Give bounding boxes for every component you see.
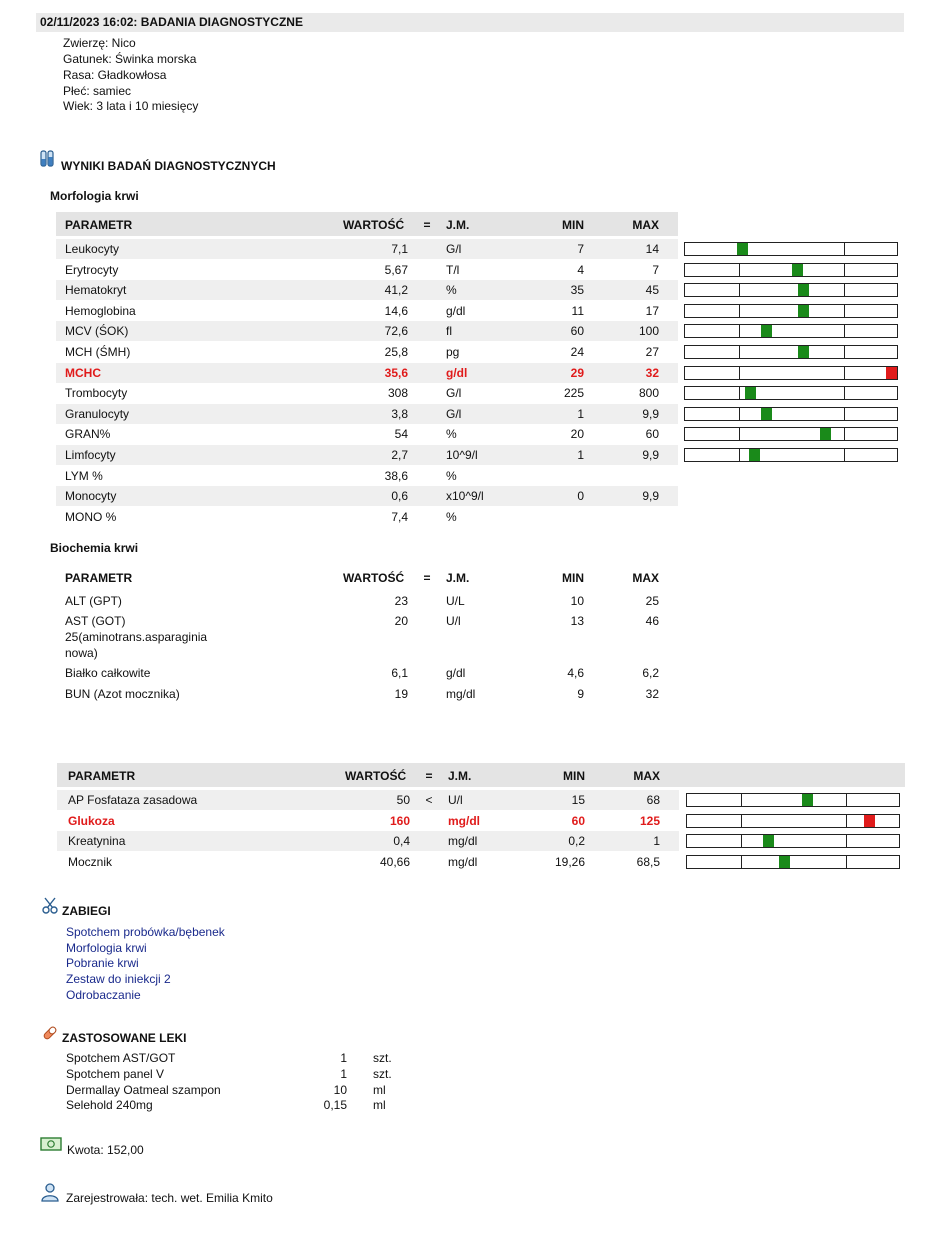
col-param: PARAMETR	[65, 218, 133, 232]
param-value: 0,4	[393, 834, 410, 849]
procedure-item: Spotchem probówka/bębenek	[66, 925, 225, 939]
param-value: 308	[387, 386, 408, 401]
param-max: 9,9	[642, 489, 659, 504]
gauge-divider	[739, 367, 740, 379]
table-row	[57, 790, 679, 810]
gauge-divider	[844, 243, 845, 255]
gauge-marker	[798, 305, 809, 317]
procedure-item: Odrobaczanie	[66, 988, 141, 1002]
table-header	[57, 763, 905, 787]
procedure-item: Pobranie krwi	[66, 956, 139, 970]
range-gauge	[686, 855, 900, 869]
param-value: 160	[389, 813, 410, 828]
param-min: 20	[570, 427, 584, 442]
param-unit: U/l	[448, 793, 463, 807]
drug-name: Dermallay Oatmeal szampon	[66, 1083, 221, 1097]
col-min: MIN	[562, 571, 584, 585]
param-unit: G/l	[446, 406, 462, 421]
col-flag: =	[423, 571, 431, 585]
param-max: 125	[639, 813, 660, 828]
col-flag: =	[425, 769, 433, 783]
param-name: MONO %	[65, 509, 117, 524]
table-row	[56, 507, 678, 527]
scissors-icon	[42, 897, 60, 918]
gauge-divider	[844, 284, 845, 296]
param-value: 0,6	[391, 489, 408, 504]
param-value: 6,1	[391, 666, 408, 680]
drug-unit: szt.	[373, 1051, 392, 1065]
table-header	[56, 212, 678, 236]
param-min: 0,2	[568, 834, 585, 849]
drug-qty: 1	[340, 1067, 347, 1081]
range-gauge	[684, 448, 898, 462]
col-param: PARAMETR	[65, 571, 133, 585]
table-row	[57, 831, 679, 851]
param-min: 225	[563, 386, 584, 401]
amount-text: Kwota: 152,00	[67, 1143, 144, 1157]
col-min: MIN	[563, 769, 585, 783]
param-max: 1	[653, 834, 660, 849]
param-unit: T/l	[446, 262, 460, 277]
param-max: 68	[646, 793, 660, 807]
param-unit: %	[446, 468, 457, 483]
param-min: 15	[571, 793, 585, 807]
param-unit: 10^9/l	[446, 448, 478, 462]
param-name: LYM %	[65, 468, 103, 483]
animal-breed: Rasa: Gładkowłosa	[63, 68, 167, 82]
gauge-marker-abnormal	[886, 367, 897, 379]
param-name: Białko całkowite	[65, 666, 151, 680]
param-name: Granulocyty	[65, 406, 130, 421]
param-min: 35	[570, 283, 584, 298]
param-min: 13	[570, 614, 584, 628]
biochemistry-title: Biochemia krwi	[50, 541, 139, 555]
param-value: 19	[394, 687, 408, 701]
range-gauge	[684, 366, 898, 380]
param-name: Mocznik	[68, 854, 113, 869]
gauge-divider	[844, 367, 845, 379]
gauge-divider	[844, 305, 845, 317]
table-row	[56, 663, 678, 683]
page-title: 02/11/2023 16:02: BADANIA DIAGNOSTYCZNE	[40, 15, 303, 29]
gauge-divider	[844, 264, 845, 276]
table-row	[56, 260, 678, 280]
gauge-divider	[844, 449, 845, 461]
gauge-divider	[739, 346, 740, 358]
procedures-title: ZABIEGI	[62, 904, 111, 918]
gauge-divider	[741, 794, 742, 806]
param-max: 7	[652, 262, 659, 277]
param-max: 32	[645, 687, 659, 701]
param-unit: mg/dl	[446, 687, 476, 701]
param-value: 20	[394, 614, 408, 628]
param-min: 19,26	[554, 854, 585, 869]
money-icon	[40, 1136, 62, 1155]
param-name: Kreatynina	[68, 834, 126, 849]
procedure-item: Morfologia krwi	[66, 941, 147, 955]
param-value: 5,67	[384, 262, 408, 277]
drugs-title: ZASTOSOWANE LEKI	[62, 1031, 187, 1045]
range-gauge	[684, 324, 898, 338]
param-value: 40,66	[379, 854, 410, 869]
param-flag: <	[425, 793, 433, 807]
range-gauge	[686, 814, 900, 828]
param-name: AP Fosfataza zasadowa	[68, 793, 198, 807]
param-min: 29	[570, 365, 584, 380]
param-value: 7,1	[391, 242, 408, 256]
table-row	[56, 466, 678, 486]
results-section-title: WYNIKI BADAŃ DIAGNOSTYCZNYCH	[61, 159, 276, 173]
gauge-divider	[741, 856, 742, 868]
param-min: 1	[577, 406, 584, 421]
col-max: MAX	[633, 769, 660, 783]
col-flag: =	[423, 218, 431, 232]
table-row	[56, 684, 678, 704]
param-value: 54	[394, 427, 408, 442]
gauge-divider	[739, 449, 740, 461]
param-unit: G/l	[446, 386, 462, 401]
gauge-marker	[798, 346, 809, 358]
gauge-divider	[844, 346, 845, 358]
table-row	[56, 239, 678, 259]
param-name: Erytrocyty	[65, 262, 119, 277]
table-row	[57, 811, 679, 831]
param-unit: mg/dl	[448, 834, 478, 849]
table-header	[56, 565, 678, 589]
animal-age: Wiek: 3 lata i 10 miesięcy	[63, 99, 199, 113]
param-unit: mg/dl	[448, 813, 480, 828]
param-unit: g/dl	[446, 666, 466, 680]
gauge-divider	[846, 835, 847, 847]
param-value: 14,6	[384, 303, 408, 318]
param-name: GRAN%	[65, 427, 111, 442]
range-gauge	[684, 427, 898, 441]
param-name: MCV (ŚOK)	[65, 324, 129, 339]
param-max: 100	[638, 324, 659, 339]
param-unit: pg	[446, 345, 460, 359]
param-max: 60	[645, 427, 659, 442]
param-min: 60	[571, 813, 585, 828]
gauge-divider	[844, 408, 845, 420]
col-unit: J.M.	[446, 571, 470, 585]
param-unit: g/dl	[446, 365, 468, 380]
param-min: 4	[577, 262, 584, 277]
col-value: WARTOŚĆ	[345, 769, 407, 783]
param-max: 14	[645, 242, 659, 256]
param-name-line3: nowa)	[65, 646, 98, 660]
gauge-marker	[798, 284, 809, 296]
col-value: WARTOŚĆ	[343, 571, 405, 585]
col-value: WARTOŚĆ	[343, 218, 405, 232]
gauge-marker	[763, 835, 774, 847]
user-icon	[40, 1182, 60, 1205]
gauge-marker	[761, 325, 772, 337]
gauge-divider	[739, 264, 740, 276]
range-gauge	[684, 263, 898, 277]
range-gauge	[684, 304, 898, 318]
table-row	[56, 611, 678, 661]
animal-sex: Płeć: samiec	[63, 84, 132, 98]
col-max: MAX	[632, 218, 659, 232]
drug-qty: 1	[340, 1051, 347, 1065]
param-name: MCHC	[65, 365, 101, 380]
drug-unit: ml	[373, 1083, 386, 1097]
param-min: 60	[570, 324, 584, 339]
param-value: 7,4	[391, 509, 408, 524]
range-gauge	[684, 242, 898, 256]
range-gauge	[684, 345, 898, 359]
gauge-divider	[741, 835, 742, 847]
param-max: 46	[645, 614, 659, 628]
param-name: Limfocyty	[65, 448, 116, 462]
table-row	[56, 445, 678, 465]
param-min: 24	[570, 345, 584, 359]
param-value: 50	[396, 793, 410, 807]
table-row	[56, 591, 678, 611]
procedure-item: Zestaw do iniekcji 2	[66, 972, 171, 986]
gauge-marker	[749, 449, 760, 461]
animal-species: Gatunek: Świnka morska	[63, 52, 197, 66]
param-value: 3,8	[391, 406, 408, 421]
param-min: 0	[577, 489, 584, 504]
gauge-marker	[820, 428, 831, 440]
param-unit: mg/dl	[448, 854, 478, 869]
table-row	[56, 342, 678, 362]
range-gauge	[684, 283, 898, 297]
param-value: 35,6	[384, 365, 408, 380]
table-row	[56, 424, 678, 444]
param-value: 2,7	[391, 448, 408, 462]
gauge-marker	[745, 387, 756, 399]
gauge-marker	[802, 794, 813, 806]
table-row	[56, 363, 678, 383]
morphology-title: Morfologia krwi	[50, 189, 139, 203]
param-name: AST (GOT)	[65, 614, 126, 628]
param-max: 68,5	[636, 854, 660, 869]
param-name: Trombocyty	[65, 386, 128, 401]
param-unit: %	[446, 427, 457, 442]
table-row	[56, 404, 678, 424]
gauge-divider	[846, 856, 847, 868]
gauge-divider	[844, 387, 845, 399]
table-row	[57, 852, 679, 872]
drug-unit: szt.	[373, 1067, 392, 1081]
registered-text: Zarejestrowała: tech. wet. Emilia Kmito	[66, 1191, 273, 1205]
param-name: ALT (GPT)	[65, 594, 122, 608]
param-name: Monocyty	[65, 489, 117, 504]
col-param: PARAMETR	[68, 769, 136, 783]
param-max: 17	[645, 303, 659, 318]
param-max: 27	[645, 345, 659, 359]
param-unit: %	[446, 509, 457, 524]
param-max: 6,2	[642, 666, 659, 680]
param-min: 10	[570, 594, 584, 608]
pill-icon	[41, 1024, 59, 1045]
param-min: 9	[577, 687, 584, 701]
drug-name: Selehold 240mg	[66, 1098, 153, 1112]
gauge-divider	[739, 408, 740, 420]
drug-unit: ml	[373, 1098, 386, 1112]
param-max: 800	[638, 386, 659, 401]
range-gauge	[686, 793, 900, 807]
param-name: Glukoza	[68, 813, 115, 828]
table-row	[56, 383, 678, 403]
gauge-divider	[844, 325, 845, 337]
param-min: 1	[577, 448, 584, 462]
param-unit: fl	[446, 324, 452, 339]
param-max: 25	[645, 594, 659, 608]
param-unit: g/dl	[446, 303, 466, 318]
param-name: Leukocyty	[65, 242, 120, 256]
param-value: 25,8	[384, 345, 408, 359]
range-gauge	[684, 386, 898, 400]
test-tubes-icon	[40, 150, 58, 171]
gauge-divider	[846, 815, 847, 827]
param-max: 9,9	[642, 448, 659, 462]
table-row	[56, 280, 678, 300]
drug-qty: 0,15	[323, 1098, 347, 1112]
gauge-divider	[739, 387, 740, 399]
gauge-marker	[761, 408, 772, 420]
param-value: 72,6	[384, 324, 408, 339]
gauge-marker	[737, 243, 748, 255]
col-min: MIN	[562, 218, 584, 232]
param-min: 11	[571, 303, 584, 318]
gauge-marker	[792, 264, 803, 276]
range-gauge	[686, 834, 900, 848]
param-min: 4,6	[567, 666, 584, 680]
param-name: BUN (Azot mocznika)	[65, 687, 180, 701]
animal-name: Zwierzę: Nico	[63, 36, 136, 50]
gauge-divider	[846, 794, 847, 806]
gauge-divider	[739, 428, 740, 440]
param-unit: x10^9/l	[446, 489, 484, 504]
gauge-divider	[741, 815, 742, 827]
gauge-divider	[739, 284, 740, 296]
gauge-marker-abnormal	[864, 815, 875, 827]
table-row	[56, 321, 678, 341]
param-max: 45	[645, 283, 659, 298]
param-value: 23	[394, 594, 408, 608]
table-row	[56, 486, 678, 506]
param-name: Hematokryt	[65, 283, 127, 298]
param-min: 7	[577, 242, 584, 256]
param-unit: U/l	[446, 614, 461, 628]
col-max: MAX	[632, 571, 659, 585]
param-unit: U/L	[446, 594, 465, 608]
param-value: 38,6	[384, 468, 408, 483]
gauge-marker	[779, 856, 790, 868]
gauge-divider	[739, 325, 740, 337]
param-unit: G/l	[446, 242, 462, 256]
table-row	[56, 301, 678, 321]
param-max: 32	[645, 365, 659, 380]
param-name-line2: 25(aminotrans.asparaginia	[65, 630, 208, 644]
param-max: 9,9	[642, 406, 659, 421]
param-name: MCH (ŚMH)	[65, 345, 131, 359]
col-unit: J.M.	[448, 769, 472, 783]
drug-name: Spotchem AST/GOT	[66, 1051, 176, 1065]
col-unit: J.M.	[446, 218, 470, 232]
param-value: 41,2	[384, 283, 408, 298]
drug-qty: 10	[333, 1083, 347, 1097]
gauge-divider	[739, 305, 740, 317]
param-unit: %	[446, 283, 457, 298]
param-name: Hemoglobina	[65, 303, 136, 318]
drug-name: Spotchem panel V	[66, 1067, 165, 1081]
gauge-divider	[844, 428, 845, 440]
range-gauge	[684, 407, 898, 421]
